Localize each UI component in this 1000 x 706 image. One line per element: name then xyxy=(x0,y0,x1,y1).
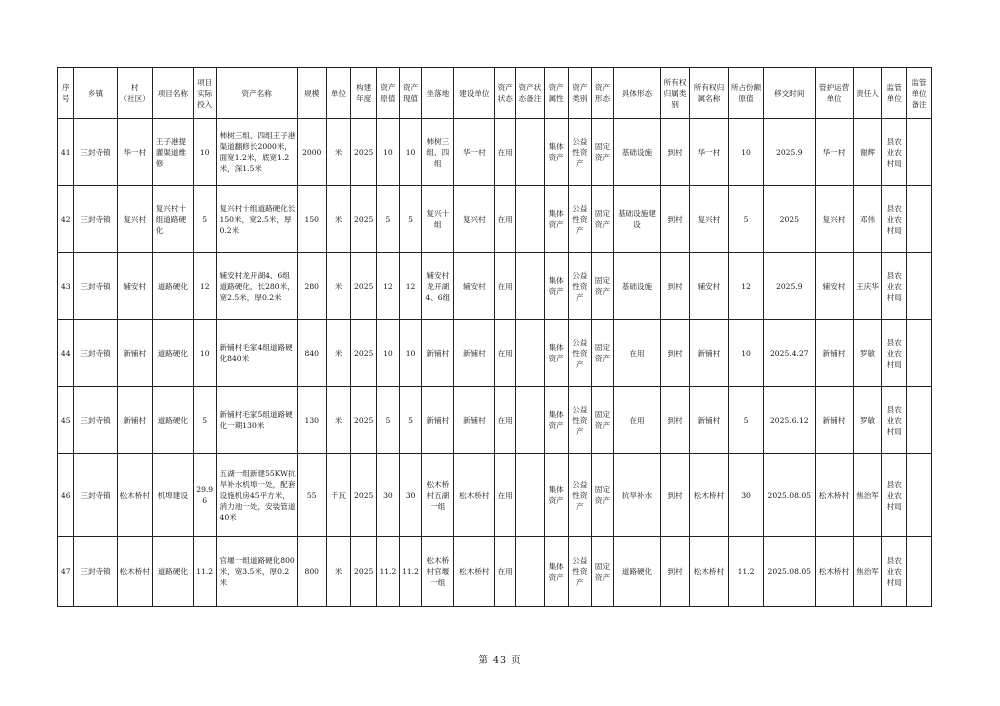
column-header: 序号 xyxy=(58,68,74,119)
table-row xyxy=(58,253,932,320)
table-cell: 焦治军 xyxy=(853,537,882,607)
table-cell: 5 xyxy=(399,186,422,253)
table-cell: 44 xyxy=(58,320,74,387)
table-cell xyxy=(907,186,932,253)
table-cell: 松木桥村 xyxy=(117,537,152,607)
table-cell: 到村 xyxy=(661,119,690,186)
table-cell: 复兴村 xyxy=(689,186,728,253)
column-header: 村 （社区） xyxy=(117,68,152,119)
table-cell: 30 xyxy=(377,454,400,537)
table-cell: 松木桥村 xyxy=(815,537,853,607)
table-cell: 松木桥村 xyxy=(689,537,728,607)
table-cell: 10 xyxy=(377,119,400,186)
table-cell: 新铺村毛家5组道路硬化一期130米 xyxy=(216,387,297,454)
table-cell: 松木桥村 xyxy=(454,454,495,537)
table-cell: 280 xyxy=(297,253,326,320)
table-cell: 新铺村 xyxy=(454,320,495,387)
table-cell xyxy=(907,387,932,454)
table-cell: 机埠建设 xyxy=(152,454,193,537)
table-cell: 三封寺镇 xyxy=(74,537,117,607)
table-cell: 米 xyxy=(326,186,351,253)
table-cell: 新铺村 xyxy=(689,387,728,454)
table-cell: 公益性资产 xyxy=(568,454,592,537)
table-cell: 到村 xyxy=(661,454,690,537)
table-cell: 在用 xyxy=(495,253,516,320)
table-cell: 米 xyxy=(326,320,351,387)
table-cell: 新铺村 xyxy=(815,387,853,454)
table-cell: 42 xyxy=(58,186,74,253)
table-row xyxy=(58,119,932,186)
table-cell: 55 xyxy=(297,454,326,537)
table-cell: 46 xyxy=(58,454,74,537)
table-row xyxy=(58,320,932,387)
table-cell: 2025.9 xyxy=(764,119,815,186)
table-cell: 集体资产 xyxy=(544,320,568,387)
table-cell: 县农业农村局 xyxy=(882,320,907,387)
table-cell: 三封寺镇 xyxy=(74,186,117,253)
table-cell: 到村 xyxy=(661,253,690,320)
table-cell: 12 xyxy=(193,253,216,320)
table-cell: 复兴村 xyxy=(815,186,853,253)
table-cell xyxy=(907,454,932,537)
table-cell xyxy=(907,119,932,186)
table-cell: 松木桥村五湖一组 xyxy=(422,454,454,537)
table-cell: 47 xyxy=(58,537,74,607)
column-header: 管护运营单位 xyxy=(815,68,853,119)
table-cell: 华一村 xyxy=(117,119,152,186)
table-cell: 新铺村 xyxy=(117,320,152,387)
table-cell: 新铺村 xyxy=(117,387,152,454)
table-cell: 道路硬化 xyxy=(152,387,193,454)
table-cell: 840 xyxy=(297,320,326,387)
table-cell: 华一村 xyxy=(689,119,728,186)
table-cell xyxy=(907,253,932,320)
asset-table xyxy=(57,67,932,607)
table-cell: 集体资产 xyxy=(544,387,568,454)
table-cell: 邓伟 xyxy=(853,186,882,253)
table-cell: 到村 xyxy=(661,537,690,607)
table-cell: 柿树三组、四组 xyxy=(422,119,454,186)
table-cell: 官堰一组道路硬化800米，宽3.5米，厚0.2米 xyxy=(216,537,297,607)
table-cell: 焦治军 xyxy=(853,454,882,537)
table-cell: 柿树三组、四组王子港渠道翻修长2000米，面宽1.2米，底宽1.2米，深1.5米 xyxy=(216,119,297,186)
table-cell: 辅安村 xyxy=(117,253,152,320)
column-header: 资产现值 xyxy=(399,68,422,119)
table-cell xyxy=(516,253,545,320)
table-cell: 米 xyxy=(326,537,351,607)
table-cell: 2025 xyxy=(351,253,377,320)
table-cell xyxy=(516,320,545,387)
table-cell: 松木桥村官堰一组 xyxy=(422,537,454,607)
table-cell: 基础设施 xyxy=(613,119,660,186)
table-cell: 10 xyxy=(193,320,216,387)
table-cell: 集体资产 xyxy=(544,119,568,186)
table-cell: 米 xyxy=(326,387,351,454)
table-row xyxy=(58,387,932,454)
table-cell: 复兴村十组道路硬化 xyxy=(152,186,193,253)
table-cell: 道路硬化 xyxy=(152,320,193,387)
column-header: 资产属性 xyxy=(544,68,568,119)
table-cell: 11.2 xyxy=(399,537,422,607)
table-cell xyxy=(516,387,545,454)
table-cell: 三封寺镇 xyxy=(74,119,117,186)
table-cell: 2000 xyxy=(297,119,326,186)
table-cell: 基础设施 xyxy=(613,253,660,320)
table-cell: 谢辉 xyxy=(853,119,882,186)
column-header: 责任人 xyxy=(853,68,882,119)
column-header: 乡镇 xyxy=(74,68,117,119)
table-cell: 辅安村 xyxy=(815,253,853,320)
table-cell: 固定资产 xyxy=(592,454,614,537)
table-cell: 复兴村 xyxy=(454,186,495,253)
table-cell: 集体资产 xyxy=(544,186,568,253)
table-cell: 辅安村 xyxy=(454,253,495,320)
table-cell: 在用 xyxy=(613,320,660,387)
table-cell: 集体资产 xyxy=(544,253,568,320)
table-cell: 基础设施建设 xyxy=(613,186,660,253)
table-cell: 县农业农村局 xyxy=(882,454,907,537)
table-cell: 2025 xyxy=(351,537,377,607)
table-cell: 29.96 xyxy=(193,454,216,537)
column-header: 具体形态 xyxy=(613,68,660,119)
table-cell: 10 xyxy=(193,119,216,186)
table-cell xyxy=(516,119,545,186)
table-cell: 5 xyxy=(193,387,216,454)
table-cell: 在用 xyxy=(495,320,516,387)
table-cell: 2025 xyxy=(351,119,377,186)
column-header: 移交时间 xyxy=(764,68,815,119)
column-header: 项目实际投入 xyxy=(193,68,216,119)
table-cell: 辅安村龙开湖4、6组道路硬化，长280米，宽2.5米，厚0.2米 xyxy=(216,253,297,320)
table-cell: 固定资产 xyxy=(592,387,614,454)
table-cell: 2025 xyxy=(351,454,377,537)
table-cell: 松木桥村 xyxy=(689,454,728,537)
table-cell: 2025.9 xyxy=(764,253,815,320)
table-cell: 三封寺镇 xyxy=(74,387,117,454)
table-cell: 5 xyxy=(193,186,216,253)
table-cell: 在用 xyxy=(495,387,516,454)
column-header: 资产状态 xyxy=(495,68,516,119)
table-cell xyxy=(907,537,932,607)
table-cell: 抗旱补水 xyxy=(613,454,660,537)
table-cell: 罗敏 xyxy=(853,320,882,387)
table-cell: 华一村 xyxy=(454,119,495,186)
table-cell: 县农业农村局 xyxy=(882,387,907,454)
table-cell: 新铺村毛家4组道路硬化840米 xyxy=(216,320,297,387)
table-cell: 10 xyxy=(399,119,422,186)
column-header: 所有权归属类别 xyxy=(661,68,690,119)
table-cell: 新铺村 xyxy=(689,320,728,387)
table-cell: 县农业农村局 xyxy=(882,119,907,186)
table-cell: 5 xyxy=(399,387,422,454)
table-cell: 华一村 xyxy=(815,119,853,186)
column-header: 资产类别 xyxy=(568,68,592,119)
table-cell: 到村 xyxy=(661,186,690,253)
table-cell: 在用 xyxy=(495,537,516,607)
table-cell: 到村 xyxy=(661,387,690,454)
table-cell: 三封寺镇 xyxy=(74,454,117,537)
table-cell: 三封寺镇 xyxy=(74,253,117,320)
page-number: 第 43 页 xyxy=(478,655,522,666)
table-cell: 到村 xyxy=(661,320,690,387)
table-cell: 集体资产 xyxy=(544,454,568,537)
table-cell xyxy=(516,537,545,607)
table-cell xyxy=(516,454,545,537)
table-cell: 公益性资产 xyxy=(568,320,592,387)
table-cell: 辅安村 xyxy=(689,253,728,320)
column-header: 构建年度 xyxy=(351,68,377,119)
table-cell: 固定资产 xyxy=(592,320,614,387)
table-cell: 10 xyxy=(729,119,764,186)
table-row xyxy=(58,537,932,607)
column-header: 资产形态 xyxy=(592,68,614,119)
table-cell: 千瓦 xyxy=(326,454,351,537)
table-cell: 五湖一组新建55KW抗旱补水机埠一处，配套设施机房45平方米，消力池一处，安装管道40米 xyxy=(216,454,297,537)
header-row xyxy=(58,68,932,119)
column-header: 监管单位 xyxy=(882,68,907,119)
table-cell: 5 xyxy=(729,387,764,454)
table-cell: 新铺村 xyxy=(454,387,495,454)
column-header: 单位 xyxy=(326,68,351,119)
column-header: 建设单位 xyxy=(454,68,495,119)
table-cell: 新铺村 xyxy=(815,320,853,387)
table-cell: 固定资产 xyxy=(592,186,614,253)
table-cell: 罗敏 xyxy=(853,387,882,454)
table-cell: 新铺村 xyxy=(422,387,454,454)
column-header: 资产原值 xyxy=(377,68,400,119)
table-cell: 41 xyxy=(58,119,74,186)
table-cell: 县农业农村局 xyxy=(882,253,907,320)
table-cell: 公益性资产 xyxy=(568,186,592,253)
table-cell xyxy=(907,320,932,387)
column-header: 资产状态备注 xyxy=(516,68,545,119)
table-cell: 800 xyxy=(297,537,326,607)
table-cell: 2025.6.12 xyxy=(764,387,815,454)
table-cell: 2025 xyxy=(351,320,377,387)
table-cell: 新铺村 xyxy=(422,320,454,387)
table-cell: 在用 xyxy=(495,186,516,253)
column-header: 坐落地 xyxy=(422,68,454,119)
table-cell: 米 xyxy=(326,119,351,186)
table-cell: 道路硬化 xyxy=(613,537,660,607)
table-cell: 5 xyxy=(377,186,400,253)
table-cell: 王庆华 xyxy=(853,253,882,320)
table-cell: 12 xyxy=(729,253,764,320)
table-cell: 道路硬化 xyxy=(152,253,193,320)
table-cell: 松木桥村 xyxy=(815,454,853,537)
table-cell: 12 xyxy=(377,253,400,320)
table-row xyxy=(58,186,932,253)
table-cell: 10 xyxy=(729,320,764,387)
table-cell: 11.2 xyxy=(729,537,764,607)
table-cell: 43 xyxy=(58,253,74,320)
table-cell: 2025 xyxy=(764,186,815,253)
table-cell: 固定资产 xyxy=(592,537,614,607)
table-cell: 5 xyxy=(729,186,764,253)
table-cell: 2025.08.05 xyxy=(764,537,815,607)
table-cell: 2025.08.05 xyxy=(764,454,815,537)
table-cell: 固定资产 xyxy=(592,119,614,186)
table-cell: 复兴村 xyxy=(117,186,152,253)
table-cell: 11.2 xyxy=(377,537,400,607)
table-row xyxy=(58,454,932,537)
table-cell: 道路硬化 xyxy=(152,537,193,607)
table-cell: 10 xyxy=(399,320,422,387)
table-cell: 5 xyxy=(377,387,400,454)
table-cell: 45 xyxy=(58,387,74,454)
table-cell: 松木桥村 xyxy=(117,454,152,537)
table-cell: 150 xyxy=(297,186,326,253)
table-cell: 在用 xyxy=(495,454,516,537)
table-cell: 2025.4.27 xyxy=(764,320,815,387)
table-cell: 公益性资产 xyxy=(568,253,592,320)
column-header: 所有权归属名称 xyxy=(689,68,728,119)
table-cell: 辅安村龙开湖4、6组 xyxy=(422,253,454,320)
column-header: 项目名称 xyxy=(152,68,193,119)
table-cell: 王子港提灌渠道维修 xyxy=(152,119,193,186)
table-cell: 米 xyxy=(326,253,351,320)
column-header: 规模 xyxy=(297,68,326,119)
table-cell: 松木桥村 xyxy=(454,537,495,607)
table-cell: 在用 xyxy=(495,119,516,186)
table-cell: 公益性资产 xyxy=(568,387,592,454)
table-cell: 公益性资产 xyxy=(568,537,592,607)
table-cell: 2025 xyxy=(351,387,377,454)
table-cell: 集体资产 xyxy=(544,537,568,607)
table-cell: 固定资产 xyxy=(592,253,614,320)
table-cell: 公益性资产 xyxy=(568,119,592,186)
table-cell: 县农业农村局 xyxy=(882,537,907,607)
table-cell: 2025 xyxy=(351,186,377,253)
table-cell: 30 xyxy=(399,454,422,537)
table-cell: 11.2 xyxy=(193,537,216,607)
table-cell: 在用 xyxy=(613,387,660,454)
table-cell: 复兴村十组道路硬化长150米，宽2.5米，厚0.2米 xyxy=(216,186,297,253)
table-body xyxy=(58,119,932,607)
table-cell: 10 xyxy=(377,320,400,387)
table-cell: 复兴十组 xyxy=(422,186,454,253)
table-cell: 县农业农村局 xyxy=(882,186,907,253)
column-header: 资产名称 xyxy=(216,68,297,119)
table-cell: 30 xyxy=(729,454,764,537)
table-cell xyxy=(516,186,545,253)
column-header: 监管单位备注 xyxy=(907,68,932,119)
table-cell: 三封寺镇 xyxy=(74,320,117,387)
column-header: 所占份额原值 xyxy=(729,68,764,119)
table-cell: 12 xyxy=(399,253,422,320)
table-cell: 130 xyxy=(297,387,326,454)
